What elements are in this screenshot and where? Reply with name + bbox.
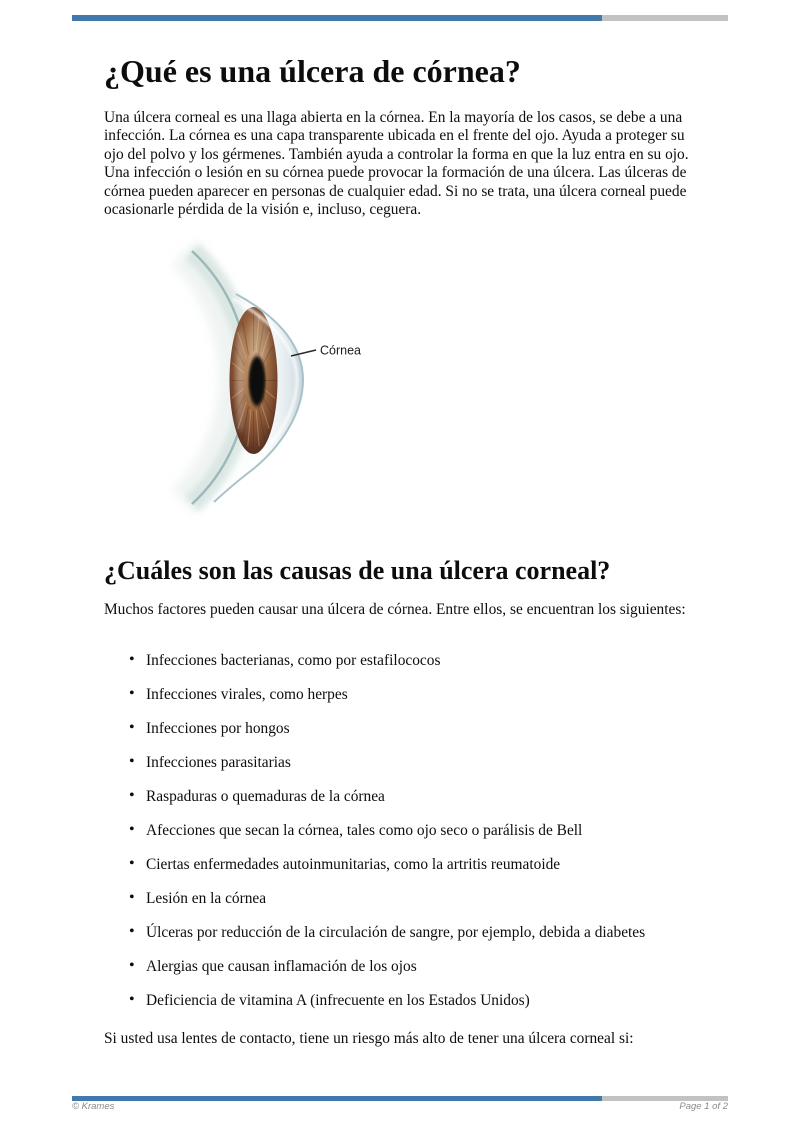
list-item: • Afecciones que secan la córnea, tales como ojo seco o parálisis de Bell [104, 822, 714, 840]
eye-figure [150, 235, 370, 520]
top-accent-bar [72, 15, 728, 21]
list-item: • Infecciones parasitarias [104, 754, 714, 772]
page-title: ¿Qué es una úlcera de córnea? [104, 53, 521, 89]
list-item: • Úlceras por reducción de la circulación de sangre, por ejemplo, debida a diabetes [104, 924, 714, 942]
intro-paragraph: Una úlcera corneal es una llaga abierta en la córnea. En la mayoría de los casos, se debe a una infección. La córnea es una capa transparente ubicada en el frente del ojo. Ayuda a proteger su ojo del polvo y los gérmenes. También ayuda a controlar la forma en que la luz entra en su ojo. Una infección o lesión en su córnea puede provocar la formación de una úlcera. Las úlceras de córnea pueden aparecer en personas de cualquier edad. Si no se trata, una úlcera corneal puede ocasionarle pérdida de la visión e, incluso, ceguera. [104, 109, 689, 219]
footer [72, 1101, 728, 1112]
cornea-label: Córnea [320, 343, 361, 358]
footer-page-number: Page 1 of 2 [679, 1101, 728, 1112]
eye-illustration [150, 235, 370, 520]
pupil-core [250, 357, 264, 405]
top-accent-bar-blue [72, 15, 602, 21]
list-item: • Ciertas enfermedades autoinmunitarias, como la artritis reumatoide [104, 856, 714, 874]
list-item: • Deficiencia de vitamina A (infrecuente en los Estados Unidos) [104, 992, 714, 1010]
list-item: • Infecciones virales, como herpes [104, 686, 714, 704]
list-item: • Alergias que causan inflamación de los ojos [104, 958, 714, 976]
list-item: • Raspaduras o quemaduras de la córnea [104, 788, 714, 806]
list-item: • Lesión en la córnea [104, 890, 714, 908]
list-item: • Infecciones bacterianas, como por estafilococos [104, 652, 714, 670]
list-item: • Infecciones por hongos [104, 720, 714, 738]
footer-copyright: © Krames [72, 1101, 115, 1112]
iris-left-reflection [237, 328, 244, 432]
top-accent-bar-gray [602, 15, 728, 21]
closing-paragraph: Si usted usa lentes de contacto, tiene un riesgo más alto de tener una úlcera corneal si: [104, 1030, 634, 1047]
causes-intro: Muchos factores pueden causar una úlcera de córnea. Entre ellos, se encuentran los siguientes: [104, 601, 686, 618]
causes-list [104, 652, 714, 1026]
causes-heading: ¿Cuáles son las causas de una úlcera corneal? [104, 556, 611, 585]
